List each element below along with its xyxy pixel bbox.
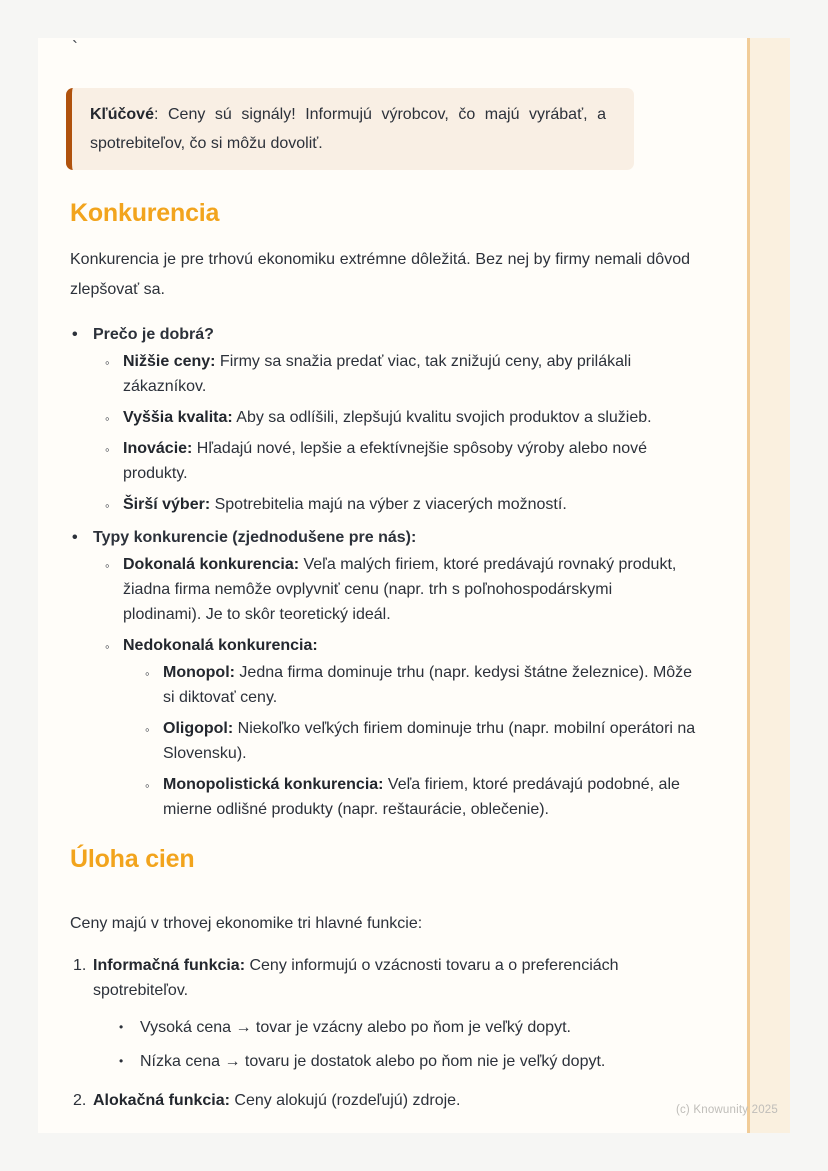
item-lead: Širší výber: (123, 496, 211, 513)
numbered-item-allocation-function (70, 1088, 683, 1113)
item-lead: Monopol: (163, 664, 235, 681)
item-text: Hľadajú nové, lepšie a efektívnejšie spôsoby výroby alebo nové produkty. (123, 440, 648, 482)
item-text: Jedna firma dominuje trhu (napr. kedysi štátne železnice). Môže si diktovať ceny. (163, 664, 693, 706)
item-lead: Nedokonalá konkurencia: (123, 637, 318, 654)
list-heading-label: Prečo je dobrá? (93, 326, 214, 343)
document-content (70, 88, 718, 1113)
list-heading-label: Typy konkurencie (zjednodušene pre nás): (93, 529, 417, 546)
item-text: Firmy sa snažia predať viac, tak znižujú ceny, aby prilákali zákazníkov. (123, 353, 632, 395)
item-lead: Oligopol: (163, 720, 234, 737)
competition-benefits-list (70, 322, 718, 822)
section-title-uloha-cien: Úloha cien (70, 845, 195, 873)
item-lead: Vyššia kvalita: (123, 409, 233, 426)
list-item-imperfect-competition (70, 633, 713, 658)
copyright-watermark: (c) Knowunity 2025 (675, 1104, 778, 1116)
key-callout (66, 88, 634, 170)
item-text: Niekoľko veľkých firiem dominuje trhu (napr. mobilní operátori na Slovensku). (163, 720, 696, 762)
item-lead: Informačná funkcia: (93, 956, 246, 974)
item-lead: Dokonalá konkurencia: (123, 556, 300, 573)
numbered-item-information-function (70, 953, 683, 1003)
item-text: Ceny alokujú (rozdeľujú) zdroje. (229, 1091, 461, 1109)
circle-bullet-icon: ◦ (105, 497, 110, 513)
circle-bullet-icon: ◦ (105, 441, 110, 457)
item-text: Spotrebitelia majú na výber z viacerých možností. (210, 496, 567, 513)
circle-bullet-icon: ◦ (105, 410, 110, 426)
stray-backtick-text: ` (72, 38, 78, 58)
item-lead: Monopolistická konkurencia: (163, 776, 384, 793)
decorative-right-stripe (747, 38, 790, 1133)
competition-types-list (70, 525, 718, 822)
list-item-lower-prices (70, 349, 713, 399)
sub-item-text: Nízka cena → tovaru je dostatok alebo po ňom nie je veľký dopyt. (140, 1052, 606, 1070)
list-item-monopolistic-competition (70, 772, 698, 822)
circle-bullet-icon: ◦ (145, 721, 150, 737)
section2-intro-paragraph: Ceny majú v trhovej ekonomike tri hlavné funkcie: (70, 915, 423, 932)
list-item-monopoly (70, 660, 698, 710)
bullet-icon: • (119, 1053, 124, 1068)
list-item-oligopoly (70, 716, 698, 766)
bullet-icon: • (72, 529, 78, 546)
section1-intro-paragraph: Konkurencia je pre trhovú ekonomiku extrémne dôležitá. Bez nej by firmy nemali dôvod zlepšovať sa. (70, 251, 690, 298)
item-lead: Nižšie ceny: (123, 353, 216, 370)
callout-text: : Ceny sú signály! Informujú výrobcov, čo majú vyrábať, a spotrebiteľov, čo si môžu dovoliť. (90, 106, 606, 152)
circle-bullet-icon: ◦ (145, 665, 150, 681)
item-text: Ceny informujú o vzácnosti tovaru a o preferenciách spotrebiteľov. (93, 956, 619, 999)
callout-label: Kľúčové (90, 106, 154, 123)
section-title-konkurencia: Konkurencia (70, 199, 220, 227)
list-item-heading-types (70, 525, 718, 550)
list-number: 1. (73, 956, 87, 974)
sub-item-low-price (70, 1049, 718, 1074)
list-item-perfect-competition (70, 552, 683, 627)
circle-bullet-icon: ◦ (105, 638, 110, 654)
item-lead: Inovácie: (123, 440, 193, 457)
bullet-icon: • (72, 326, 78, 343)
sub-item-high-price (70, 1015, 718, 1040)
list-number: 2. (73, 1091, 87, 1109)
list-item-higher-quality (70, 405, 713, 430)
circle-bullet-icon: ◦ (105, 354, 110, 370)
circle-bullet-icon: ◦ (145, 777, 150, 793)
bullet-icon: • (119, 1019, 124, 1034)
item-text: Aby sa odlíšili, zlepšujú kvalitu svojich produktov a služieb. (232, 409, 652, 426)
list-item-innovations (70, 436, 668, 486)
list-item-heading-why (70, 322, 718, 347)
document-page (38, 38, 790, 1133)
item-lead: Alokačná funkcia: (93, 1091, 230, 1109)
price-functions-numbered-list (70, 953, 718, 1113)
sub-item-text: Vysoká cena → tovar je vzácny alebo po ňom je veľký dopyt. (140, 1018, 571, 1036)
list-item-wider-choice (70, 492, 713, 517)
item-text: Veľa firiem, ktoré predávajú podobné, ale mierne odlišné produkty (napr. reštaurácie, oblečenie). (163, 776, 680, 818)
item-text: Veľa malých firiem, ktoré predávajú rovnaký produkt, žiadna firma nemôže ovplyvniť cenu (napr. trh s poľnohospodárskymi plodinami). Je to skôr teoretický ideál. (123, 556, 677, 623)
circle-bullet-icon: ◦ (105, 557, 110, 573)
